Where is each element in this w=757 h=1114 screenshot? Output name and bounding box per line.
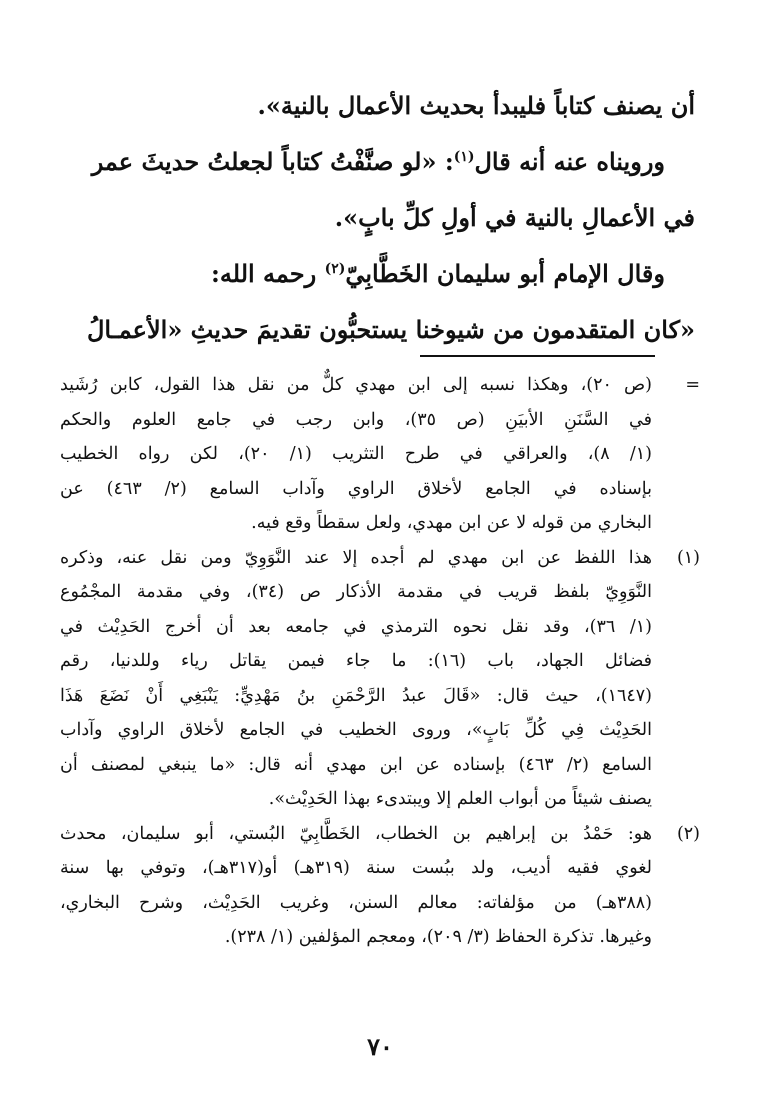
main-line-2 [91,134,695,190]
main-line-4-start: وقال الإمام أبو سليمان الخَطَّابِيّ [345,259,665,288]
footnote-marker: (٢) [676,823,700,844]
main-line-2-end: : «لو صنَّفْتُ كتاباً لجعلتُ حديثَ عمر [91,147,454,176]
footnote-separator [420,355,655,357]
footnote-line: (٣٨٨هـ) من مؤلفاته: معالم السنن، وغريب الحَدِيْث، وشرح البخاري، [60,892,652,913]
footnote-line: (١٦٤٧)، حيث قال: «قَالَ عبدُ الرَّحْمَنِ بنُ مَهْدِيٍّ: يَنْبَغِي أَنْ نَضَعَ هَذَا [60,685,652,706]
main-line-1: أن يصنف كتاباً فليبدأ بحديث الأعمال بالنية». [257,91,695,120]
footnote-continued [60,368,700,541]
footnote-2 [60,817,700,955]
footnote-line: النَّوَوِيّ بلفظ قريب في مقدمة الأذكار ص (٣٤)، وفي مقدمة المجْمُوع [60,582,652,602]
footnote-line: وغيرها. تذكرة الحفاظ (٣/ ٢٠٩)، ومعجم المؤلفين (١/ ٢٣٨). [224,927,652,947]
footnote-line: البخاري من قوله لا عن ابن مهدي، ولعل سقطاً وقع فيه. [251,513,652,533]
main-text [86,78,695,358]
footnote-line: (١/ ٣٦)، وقد نقل نحوه الترمذي في جامعه بعد أن أخرج الحَدِيْث في [60,616,652,637]
footnote-marker: (١) [676,547,700,568]
main-line-5: «كان المتقدمون من شيوخنا يستحبُّون تقديمَ حديثِ «الأعمـالُ [86,315,695,344]
footnote-ref-2: (٢) [324,261,346,277]
footnotes [60,368,700,955]
footnote-line: السامع (٢/ ٤٦٣) بإسناده عن ابن مهدي أنه قال: «ما ينبغي لمصنف أن [60,754,652,775]
main-line-2-start: ورويناه عنه أنه قال [474,147,665,176]
footnote-ref-1: (١) [453,149,475,165]
main-line-4 [95,246,695,302]
footnote-line: فضائل الجهاد، باب (١٦): ما جاء فيمن يقاتل رياء وللدنيا، رقم [60,651,652,671]
page-number: ٧٠ [367,1032,393,1061]
footnote-1 [60,541,700,817]
main-line-4-end: رحمه الله: [211,259,325,288]
footnote-line: هذا اللفظ عن ابن مهدي لم أجده إلا عند النَّوَوِيّ ومن نقل عنه، وذكره [60,547,652,568]
main-line-3: في الأعمالِ بالنية في أولِ كلِّ بابٍ». [334,203,695,232]
footnote-line: (ص ٢٠)، وهكذا نسبه إلى ابن مهدي كلٌّ من نقل هذا القول، كابن رُشَيد [60,375,652,395]
footnote-line: في السَّنَنِ الأبيَنِ (ص ٣٥)، وابن رجب في جامع العلوم والحكم [60,409,652,430]
footnote-marker: = [685,375,700,395]
footnote-line: لغوي فقيه أديب، ولد ببُست سنة (٣١٩هـ) أو(٣١٧هـ)، وتوفي بها سنة [60,858,653,878]
footnote-line: (١/ ٨)، والعراقي في طرح التثريب (١/ ٢٠)، لكن رواه الخطيب [60,444,652,464]
footnote-line: هو: حَمْدُ بن إبراهيم بن الخطاب، الخَطَّابِيّ البُستي، أبو سليمان، محدث [60,823,653,844]
footnote-line: الحَدِيْث فِي كُلِّ بَابٍ»، وروى الخطيب في الجامع لأخلاق الراوي وآداب [60,720,652,740]
footnote-line: بإسناده في الجامع لأخلاق الراوي وآداب السامع (٢/ ٤٦٣) عن [60,478,652,499]
footnote-line: يصنف شيئاً من أبواب العلم إلا ويبتدىء بهذا الحَدِيْث». [268,789,652,809]
